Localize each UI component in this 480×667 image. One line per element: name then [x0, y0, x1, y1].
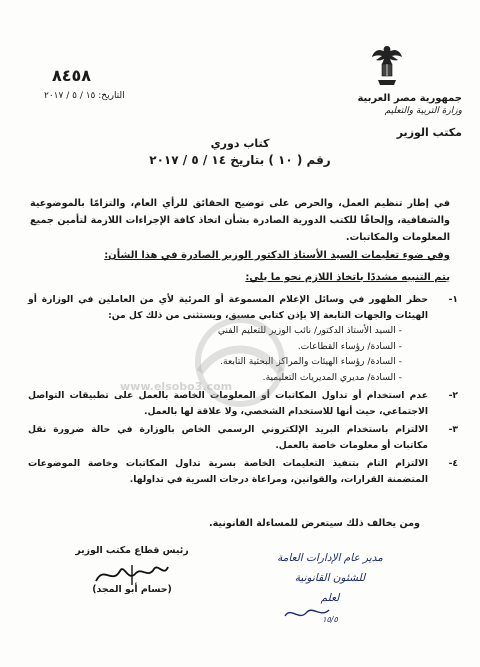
- country-name: جمهورية مصر العربية: [357, 93, 462, 104]
- item-number: ١-: [448, 294, 458, 305]
- handwritten-initials-icon: [281, 602, 341, 624]
- item-text: عدم استخدام أو تداول المكاتبات أو المعلومات الخاصة بالعمل على تطبيقات التواصل الاجتماعي، حيث أنها للاستخدام الشخصي، ولا علاقة لها بالعمل.: [28, 390, 428, 417]
- office-name: مكتب الوزير: [396, 126, 462, 139]
- lead-paragraph: وفي ضوء تعليمات السيد الأستاذ الدكتور الوزير الصادرة في هذا الشأن:: [104, 250, 450, 261]
- document-date: التاريخ: ١٥ / ٥ / ٢٠١٧: [44, 91, 125, 101]
- exception-item: - السادة/ مديري المديريات التعليمية.: [262, 371, 402, 383]
- list-item: [28, 292, 458, 385]
- exceptions-list: [28, 323, 428, 385]
- list-item: [28, 422, 458, 453]
- handwritten-date: ١٥/٥: [322, 615, 338, 624]
- signatory-role: رئيس قطاع مكتب الوزير: [75, 545, 189, 556]
- list-item: [28, 456, 458, 487]
- item-number: ٤-: [448, 458, 458, 469]
- circular-number-line: رقم ( ١٠ ) بتاريخ ١٤ / ٥ / ٢٠١٧: [149, 153, 331, 167]
- exception-item: - السيد الأستاذ الدكتور/ نائب الوزير للتعليم الفني: [217, 325, 402, 336]
- handwritten-line: مدير عام الإدارات العامة: [277, 552, 383, 564]
- handwritten-annotation: [235, 548, 425, 626]
- exception-item: - السادة/ رؤساء الهيئات والمراكز البحثية التابعة.: [220, 356, 402, 367]
- item-text: الالتزام التام بتنفيذ التعليمات الخاصة بسرية تداول المكاتبات وخاصة الموضوعات المتضمنة القرارات، والقوانين، ومراعاة درجات السرية في تداولها.: [28, 458, 428, 485]
- item-text: الالتزام باستخدام البريد الإلكتروني الرسمي الخاص بالوزارة في حالة ضرورة نقل مكاتبات أو معلومات خاصة بالعمل.: [28, 424, 428, 451]
- watermark-url: www.elsobo3.com: [120, 380, 233, 393]
- intro-paragraph: في إطار تنظيم العمل، والحرص على توضيح الحقائق للرأي العام، والتزامًا بالموضوعية والشفافية، وإلحاقًا للكتب الدورية الصادرة بشأن اتخاذ كافة الإجراءات اللازمة لتأمين جميع المعلومات والمكاتبات.: [30, 198, 450, 243]
- item-number: ٣-: [448, 424, 458, 435]
- item-number: ٢-: [448, 390, 458, 401]
- handwritten-line: لعلم: [320, 592, 340, 604]
- ministry-header: [357, 92, 462, 139]
- exception-item: - السادة/ رؤساء القطاعات.: [297, 340, 402, 352]
- signatory-name: (حسام أبو المجد): [92, 584, 172, 595]
- document-title: كتاب دوري: [210, 137, 270, 150]
- signature-scribble-icon: [92, 559, 172, 589]
- lead-instruction: يتم التنبيه مشددًا باتخاذ اللازم نحو ما يلي:: [245, 272, 450, 283]
- reference-number: ٨٤٥٨: [52, 66, 92, 85]
- ministry-name: وزارة التربية والتعليم: [384, 106, 462, 116]
- handwritten-line: للشئون القانونية: [294, 572, 366, 584]
- instructions-list: [28, 292, 458, 490]
- egypt-eagle-emblem-icon: [370, 42, 404, 88]
- list-item: [28, 388, 458, 419]
- closing-warning: ومن يخالف ذلك سيتعرض للمساءلة القانونية.: [208, 518, 420, 529]
- signature-block: [62, 545, 202, 595]
- item-text: حظر الظهور في وسائل الإعلام المسموعة أو المرئية لأي من العاملين في الوزارة أو الهيئات والجهات التابعة إلا بإذن كتابي مسبق، ويستثنى من ذلك كل من:: [28, 294, 428, 321]
